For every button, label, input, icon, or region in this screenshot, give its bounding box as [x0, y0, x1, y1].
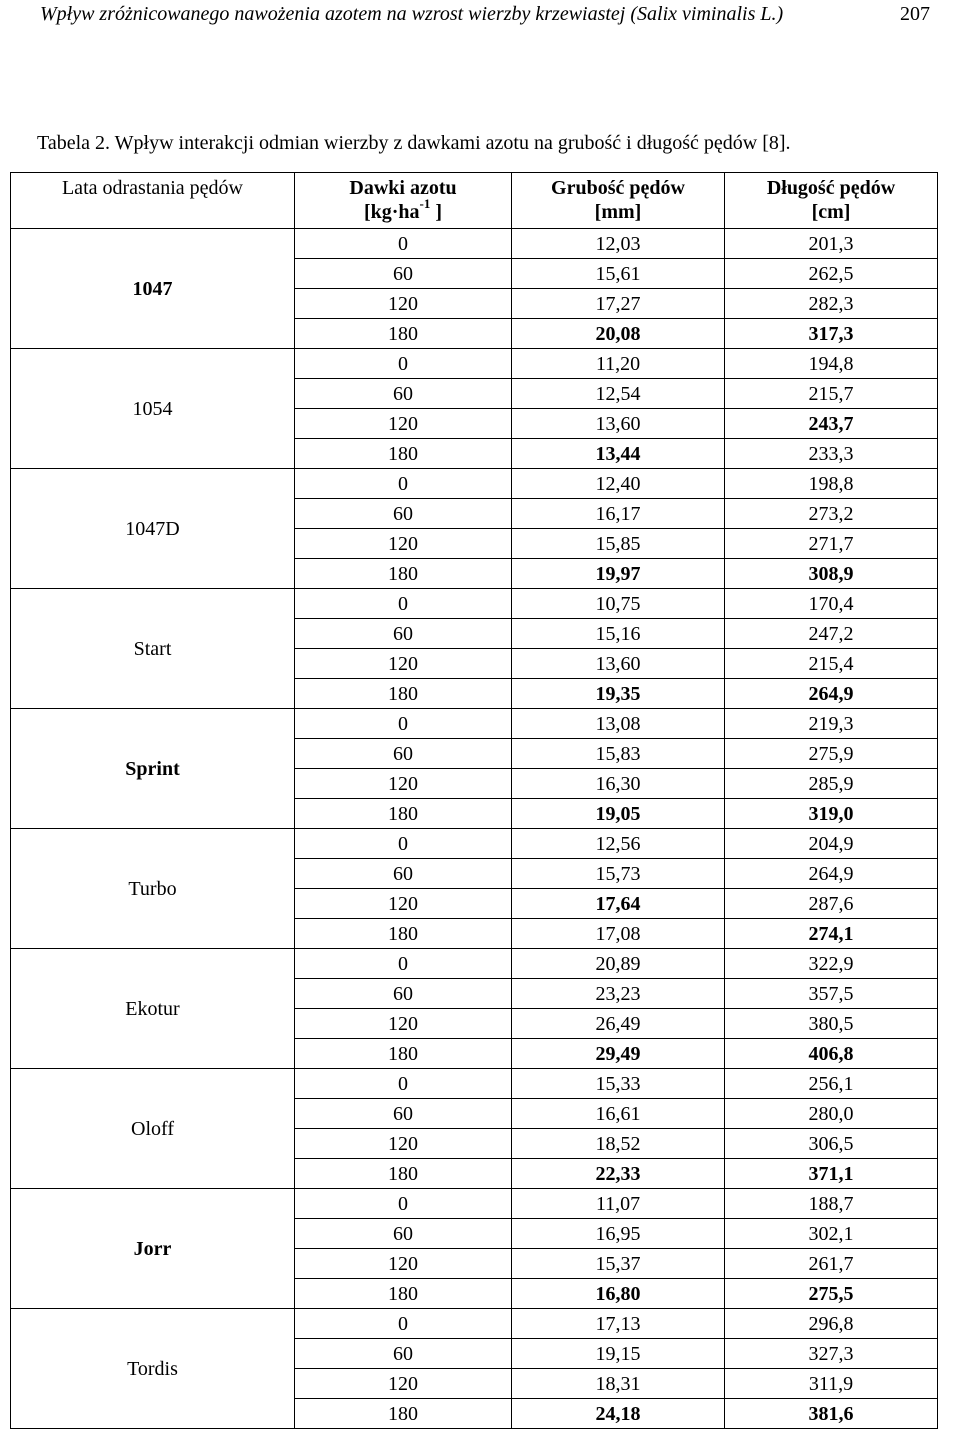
data-table — [10, 172, 938, 1429]
length-cell: 406,8 — [725, 1039, 938, 1069]
table-header-row — [11, 173, 938, 229]
length-cell: 327,3 — [725, 1339, 938, 1369]
header-thickness — [512, 173, 725, 229]
length-cell: 198,8 — [725, 469, 938, 499]
length-cell: 296,8 — [725, 1309, 938, 1339]
thickness-cell: 12,03 — [512, 229, 725, 259]
thickness-cell: 20,08 — [512, 319, 725, 349]
thickness-cell: 15,73 — [512, 859, 725, 889]
length-cell: 287,6 — [725, 889, 938, 919]
thickness-cell: 26,49 — [512, 1009, 725, 1039]
table-row — [11, 589, 938, 619]
variety-cell: Sprint — [11, 709, 295, 829]
thickness-cell: 24,18 — [512, 1399, 725, 1429]
running-header — [40, 2, 930, 26]
length-cell: 233,3 — [725, 439, 938, 469]
length-cell: 285,9 — [725, 769, 938, 799]
dose-cell: 0 — [295, 949, 512, 979]
header-dose-unit: [kg·ha — [363, 201, 420, 223]
variety-cell: Ekotur — [11, 949, 295, 1069]
length-cell: 262,5 — [725, 259, 938, 289]
dose-cell: 0 — [295, 1069, 512, 1099]
dose-cell: 180 — [295, 559, 512, 589]
variety-cell: 1047D — [11, 469, 295, 589]
thickness-cell: 16,61 — [512, 1099, 725, 1129]
dose-cell: 180 — [295, 1279, 512, 1309]
thickness-cell: 13,60 — [512, 649, 725, 679]
thickness-cell: 15,37 — [512, 1249, 725, 1279]
thickness-cell: 20,89 — [512, 949, 725, 979]
dose-cell: 60 — [295, 1339, 512, 1369]
dose-cell: 180 — [295, 679, 512, 709]
dose-cell: 120 — [295, 1249, 512, 1279]
header-thickness-label: Grubość pędów — [551, 177, 685, 199]
length-cell: 282,3 — [725, 289, 938, 319]
thickness-cell: 17,08 — [512, 919, 725, 949]
dose-cell: 120 — [295, 1129, 512, 1159]
page-number: 207 — [900, 3, 930, 25]
header-dose-label: Dawki azotu — [349, 177, 457, 199]
thickness-cell: 16,30 — [512, 769, 725, 799]
length-cell: 357,5 — [725, 979, 938, 1009]
species-name: Salix viminalis — [637, 3, 756, 25]
length-cell: 219,3 — [725, 709, 938, 739]
thickness-cell: 13,08 — [512, 709, 725, 739]
thickness-cell: 11,20 — [512, 349, 725, 379]
thickness-cell: 15,85 — [512, 529, 725, 559]
length-cell: 188,7 — [725, 1189, 938, 1219]
dose-cell: 60 — [295, 1099, 512, 1129]
length-cell: 381,6 — [725, 1399, 938, 1429]
thickness-cell: 22,33 — [512, 1159, 725, 1189]
dose-cell: 120 — [295, 289, 512, 319]
length-cell: 247,2 — [725, 619, 938, 649]
thickness-cell: 12,54 — [512, 379, 725, 409]
dose-cell: 60 — [295, 259, 512, 289]
header-years — [11, 173, 295, 229]
thickness-cell: 15,61 — [512, 259, 725, 289]
thickness-cell: 17,64 — [512, 889, 725, 919]
thickness-cell: 17,13 — [512, 1309, 725, 1339]
length-cell: 275,5 — [725, 1279, 938, 1309]
dose-cell: 60 — [295, 1219, 512, 1249]
dose-cell: 120 — [295, 529, 512, 559]
length-cell: 311,9 — [725, 1369, 938, 1399]
variety-cell: 1054 — [11, 349, 295, 469]
length-cell: 275,9 — [725, 739, 938, 769]
length-cell: 243,7 — [725, 409, 938, 439]
thickness-cell: 23,23 — [512, 979, 725, 1009]
thickness-cell: 15,33 — [512, 1069, 725, 1099]
thickness-cell: 16,95 — [512, 1219, 725, 1249]
dose-cell: 120 — [295, 889, 512, 919]
dose-cell: 0 — [295, 349, 512, 379]
table-row — [11, 1309, 938, 1339]
thickness-cell: 12,56 — [512, 829, 725, 859]
length-cell: 380,5 — [725, 1009, 938, 1039]
table-row — [11, 349, 938, 379]
length-cell: 308,9 — [725, 559, 938, 589]
dose-cell: 0 — [295, 469, 512, 499]
thickness-cell: 17,27 — [512, 289, 725, 319]
dose-cell: 180 — [295, 319, 512, 349]
header-length-unit: [cm] — [811, 201, 851, 223]
thickness-cell: 11,07 — [512, 1189, 725, 1219]
length-cell: 194,8 — [725, 349, 938, 379]
header-length — [725, 173, 938, 229]
dose-cell: 60 — [295, 979, 512, 1009]
table-row — [11, 229, 938, 259]
variety-cell: Jorr — [11, 1189, 295, 1309]
author-name: L.) — [755, 3, 784, 25]
variety-cell: Tordis — [11, 1309, 295, 1429]
dose-cell: 0 — [295, 829, 512, 859]
length-cell: 201,3 — [725, 229, 938, 259]
length-cell: 306,5 — [725, 1129, 938, 1159]
thickness-cell: 13,60 — [512, 409, 725, 439]
header-length-label: Długość pędów — [766, 177, 896, 199]
variety-cell: Oloff — [11, 1069, 295, 1189]
length-cell: 322,9 — [725, 949, 938, 979]
header-dose — [295, 173, 512, 229]
thickness-cell: 18,31 — [512, 1369, 725, 1399]
length-cell: 371,1 — [725, 1159, 938, 1189]
length-cell: 204,9 — [725, 829, 938, 859]
length-cell: 302,1 — [725, 1219, 938, 1249]
dose-cell: 60 — [295, 499, 512, 529]
thickness-cell: 16,80 — [512, 1279, 725, 1309]
length-cell: 170,4 — [725, 589, 938, 619]
length-cell: 273,2 — [725, 499, 938, 529]
table-row — [11, 1189, 938, 1219]
dose-cell: 180 — [295, 919, 512, 949]
dose-cell: 0 — [295, 709, 512, 739]
dose-cell: 120 — [295, 649, 512, 679]
dose-cell: 120 — [295, 409, 512, 439]
dose-cell: 120 — [295, 769, 512, 799]
length-cell: 264,9 — [725, 679, 938, 709]
header-dose-exponent: -1 — [419, 196, 431, 212]
running-title: Wpływ zróżnicowanego nawożenia azotem na wzrost wierzby krzewiastej ( — [40, 3, 638, 25]
dose-cell: 0 — [295, 1309, 512, 1339]
thickness-cell: 13,44 — [512, 439, 725, 469]
dose-cell: 60 — [295, 379, 512, 409]
dose-cell: 60 — [295, 859, 512, 889]
dose-cell: 180 — [295, 1039, 512, 1069]
thickness-cell: 19,97 — [512, 559, 725, 589]
dose-cell: 180 — [295, 1159, 512, 1189]
dose-cell: 120 — [295, 1009, 512, 1039]
thickness-cell: 15,83 — [512, 739, 725, 769]
table-row — [11, 1069, 938, 1099]
table-row — [11, 469, 938, 499]
length-cell: 271,7 — [725, 529, 938, 559]
length-cell: 215,7 — [725, 379, 938, 409]
variety-cell: 1047 — [11, 229, 295, 349]
thickness-cell: 18,52 — [512, 1129, 725, 1159]
table-caption: Tabela 2. Wpływ interakcji odmian wierzby z dawkami azotu na grubość i długość pędów [8]. — [37, 132, 791, 154]
header-thickness-unit: [mm] — [594, 201, 642, 223]
length-cell: 274,1 — [725, 919, 938, 949]
thickness-cell: 19,15 — [512, 1339, 725, 1369]
dose-cell: 180 — [295, 799, 512, 829]
thickness-cell: 10,75 — [512, 589, 725, 619]
thickness-cell: 16,17 — [512, 499, 725, 529]
length-cell: 280,0 — [725, 1099, 938, 1129]
table-row — [11, 709, 938, 739]
header-dose-unit-end: ] — [430, 201, 443, 223]
thickness-cell: 15,16 — [512, 619, 725, 649]
header-years-label: Lata odrastania pędów — [61, 177, 244, 199]
dose-cell: 0 — [295, 1189, 512, 1219]
table-row — [11, 829, 938, 859]
thickness-cell: 19,35 — [512, 679, 725, 709]
dose-cell: 180 — [295, 439, 512, 469]
dose-cell: 60 — [295, 739, 512, 769]
dose-cell: 0 — [295, 589, 512, 619]
variety-cell: Start — [11, 589, 295, 709]
thickness-cell: 29,49 — [512, 1039, 725, 1069]
thickness-cell: 12,40 — [512, 469, 725, 499]
length-cell: 215,4 — [725, 649, 938, 679]
variety-cell: Turbo — [11, 829, 295, 949]
dose-cell: 60 — [295, 619, 512, 649]
length-cell: 256,1 — [725, 1069, 938, 1099]
length-cell: 317,3 — [725, 319, 938, 349]
table-row — [11, 949, 938, 979]
length-cell: 319,0 — [725, 799, 938, 829]
length-cell: 261,7 — [725, 1249, 938, 1279]
length-cell: 264,9 — [725, 859, 938, 889]
thickness-cell: 19,05 — [512, 799, 725, 829]
dose-cell: 180 — [295, 1399, 512, 1429]
dose-cell: 0 — [295, 229, 512, 259]
dose-cell: 120 — [295, 1369, 512, 1399]
table-body — [11, 229, 938, 1429]
